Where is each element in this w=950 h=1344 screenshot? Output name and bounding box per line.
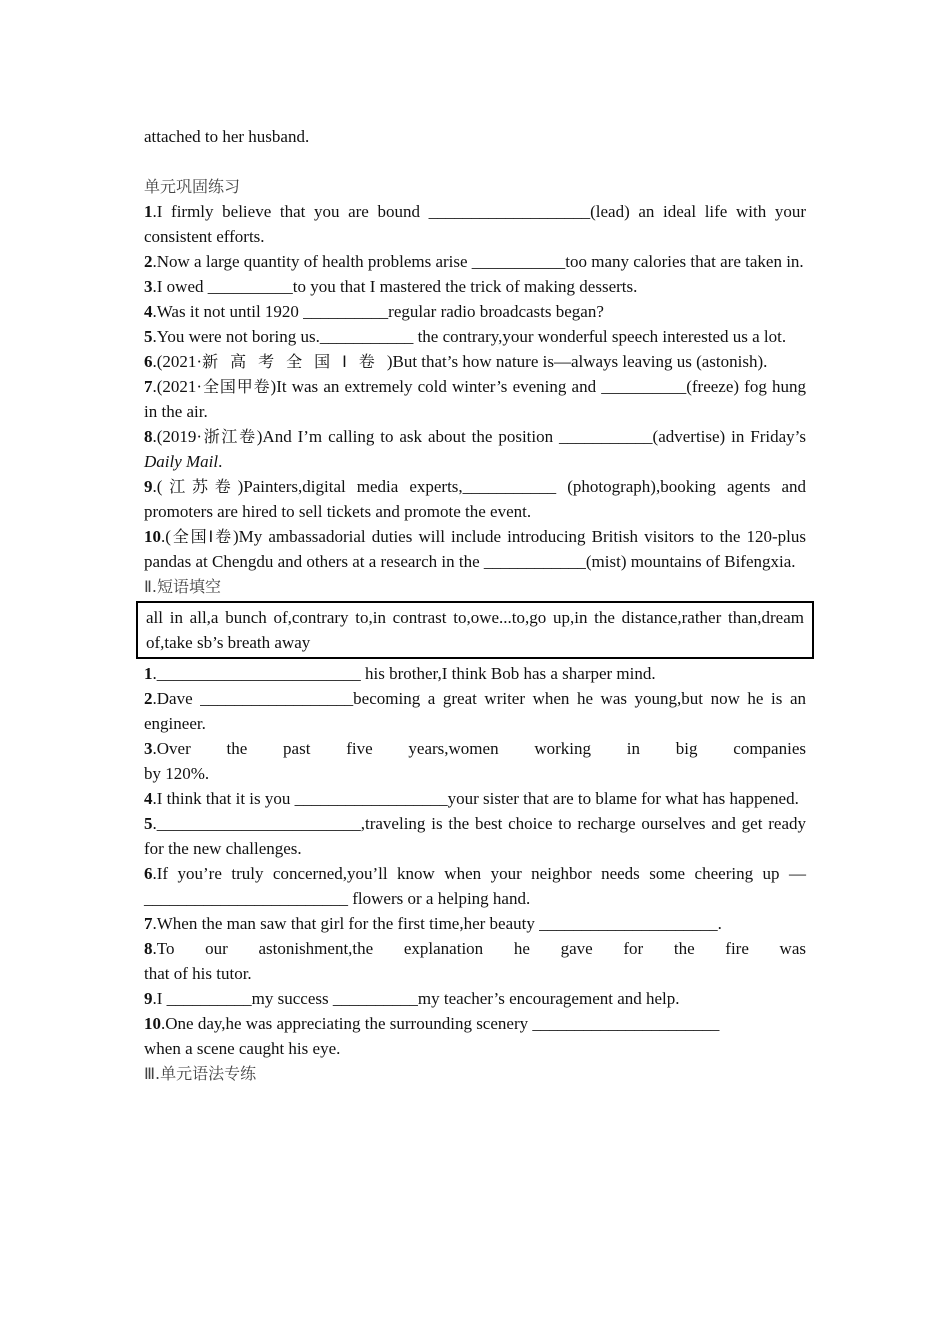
s2-item-3-line2: by 120%. (144, 764, 210, 783)
intro-line: attached to her husband. (144, 127, 310, 146)
phrase-box (136, 601, 814, 659)
s1-item-8: 8.(2019·浙江卷)And I’m calling to ask about the position ___________(advertise) in Friday’s Daily Mail. (144, 427, 806, 471)
s1-item-5: 5.You were not boring us.___________ the contrary,your wonderful speech interested us a lot. (144, 327, 787, 346)
s1-item-4: 4.Was it not until 1920 __________regular radio broadcasts began? (144, 302, 604, 321)
s1-item-10: 10.(全国Ⅰ卷)My ambassadorial duties will include introducing British visitors to the 120-plus pandas at Chengdu and others at a research in the ____________(mist) mountains of Bifengxia. (144, 527, 806, 571)
s2-item-2: 2.Dave __________________becoming a great writer when he was young,but now he is an engineer. (144, 689, 806, 733)
s2-item-6: 6.If you’re truly concerned,you’ll know when your neighbor needs some cheering up —________________________ flowers or a helping hand. (144, 864, 806, 908)
s1-item-1: 1.I firmly believe that you are bound ___________________(lead) an ideal life with your consistent efforts. (144, 202, 806, 246)
s2-item-5: 5.________________________,traveling is the best choice to recharge ourselves and get ready for the new challenges. (144, 814, 806, 858)
document-page (144, 124, 806, 1086)
s2-item-10-line2: when a scene caught his eye. (144, 1039, 341, 1058)
s2-item-3: 3.Over the past five years,women working in big companies (144, 739, 806, 758)
s2-item-4: 4.I think that it is you __________________your sister that are to blame for what has happened. (144, 789, 799, 808)
s2-item-1: 1.________________________ his brother,I think Bob has a sharper mind. (144, 664, 656, 683)
section3-title: Ⅲ.单元语法专练 (144, 1064, 257, 1083)
s1-item-9: 9.(江苏卷)Painters,digital media experts,___________ (photograph),booking agents and promoters are hired to sell tickets and promote the event. (144, 477, 806, 521)
s2-item-10: 10.One day,he was appreciating the surrounding scenery ______________________ (144, 1014, 720, 1033)
section2-title: Ⅱ.短语填空 (144, 577, 221, 596)
s2-item-7: 7.When the man saw that girl for the first time,her beauty _____________________. (144, 914, 722, 933)
s1-item-6: 6.(2021·新高考全国Ⅰ卷)But that’s how nature is—always leaving us (astonish). (144, 352, 768, 371)
section1-title: 单元巩固练习 (144, 177, 241, 196)
s2-item-9: 9.I __________my success __________my teacher’s encouragement and help. (144, 989, 680, 1008)
s2-item-8-line2: that of his tutor. (144, 964, 252, 983)
phrase-box-text: all in all,a bunch of,contrary to,in contrast to,owe...to,go up,in the distance,rather than,dream of,take sb’s breath away (146, 608, 804, 652)
s1-item-7: 7.(2021·全国甲卷)It was an extremely cold winter’s evening and __________(freeze) fog hung in the air. (144, 377, 806, 421)
s2-item-8: 8.To our astonishment,the explanation he gave for the fire was (144, 939, 806, 958)
s1-item-3: 3.I owed __________to you that I mastered the trick of making desserts. (144, 277, 638, 296)
s1-item-2: 2.Now a large quantity of health problems arise ___________too many calories that are taken in. (144, 252, 804, 271)
